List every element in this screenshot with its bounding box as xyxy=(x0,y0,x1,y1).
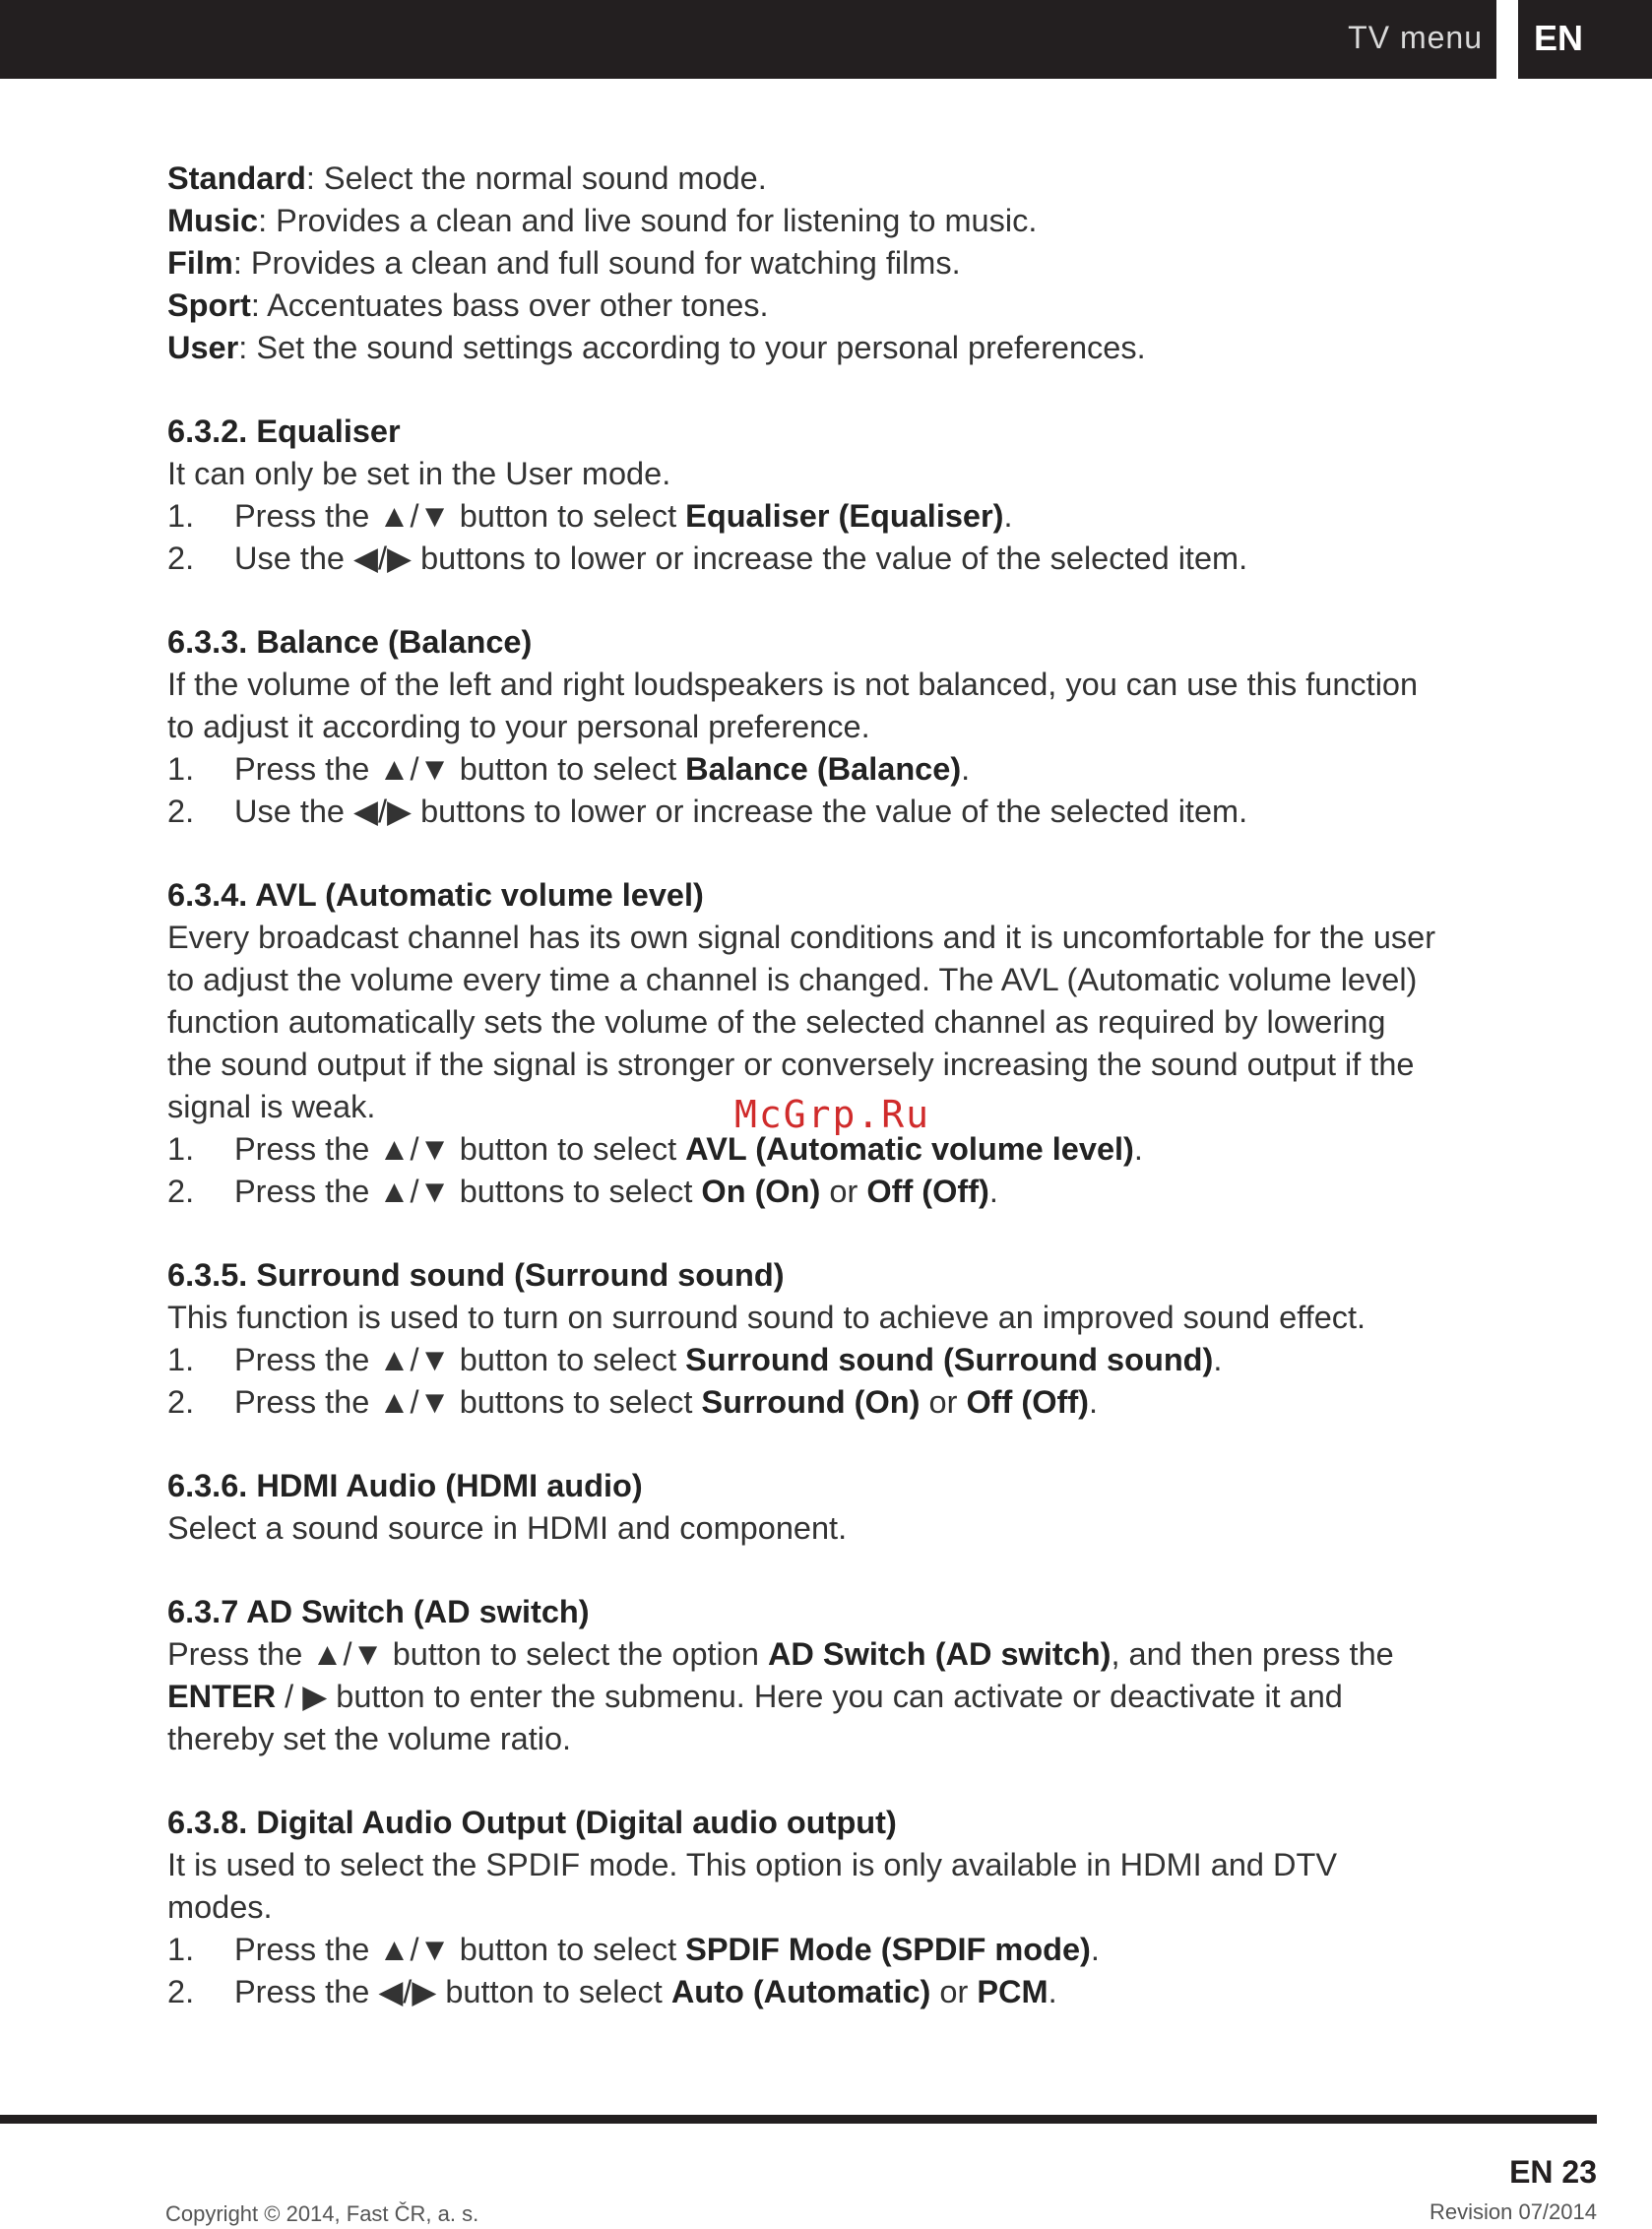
page-number: EN 23 xyxy=(1509,2154,1597,2190)
mode-desc: : Provides a clean and full sound for watching films. xyxy=(232,245,961,281)
item-text-mid: or xyxy=(820,1174,867,1209)
item-text: Press the ▲/▼ button to select xyxy=(234,498,686,534)
sound-modes-list xyxy=(167,158,1487,369)
text: Press the ▲/▼ button to select the option xyxy=(167,1636,768,1672)
text-end: / ▶ button to enter the submenu. Here you can activate or deactivate it and xyxy=(276,1679,1343,1714)
page-content xyxy=(167,158,1487,2013)
item-number: 1. xyxy=(167,498,195,534)
section-heading: 6.3.4. AVL (Automatic volume level) xyxy=(167,877,704,913)
list-item xyxy=(167,495,1487,538)
item-number: 2. xyxy=(167,1174,195,1209)
list-item xyxy=(167,538,1487,580)
paragraph-line: to adjust it according to your personal preference. xyxy=(167,709,870,744)
section-hdmi-audio xyxy=(167,1465,1487,1550)
item-number: 2. xyxy=(167,1974,195,2009)
item-emphasis: Balance (Balance) xyxy=(685,751,962,787)
item-text-end: . xyxy=(1048,1974,1057,2009)
paragraph-line: function automatically sets the volume of the selected channel as required by lowering xyxy=(167,1004,1386,1040)
item-emphasis: Off (Off) xyxy=(966,1384,1089,1420)
mode-film xyxy=(167,242,1487,285)
mode-user xyxy=(167,327,1487,369)
mode-desc: : Set the sound settings according to your personal preferences. xyxy=(238,330,1146,365)
item-text-end: . xyxy=(1213,1342,1223,1377)
item-text: Press the ▲/▼ buttons to select xyxy=(234,1174,702,1209)
language-tab xyxy=(1518,0,1652,79)
paragraph-line: thereby set the volume ratio. xyxy=(167,1721,572,1756)
section-ad-switch xyxy=(167,1591,1487,1760)
copyright-notice: Copyright © 2014, Fast ČR, a. s. xyxy=(165,2201,479,2226)
section-heading: 6.3.8. Digital Audio Output (Digital audio output) xyxy=(167,1805,897,1840)
mode-sport xyxy=(167,285,1487,327)
section-heading: 6.3.2. Equaliser xyxy=(167,414,401,449)
section-heading: 6.3.3. Balance (Balance) xyxy=(167,624,533,660)
item-number: 1. xyxy=(167,1342,195,1377)
emphasis: ENTER xyxy=(167,1679,277,1714)
item-text-mid: or xyxy=(930,1974,978,2009)
item-text-end: . xyxy=(1090,1932,1100,1967)
item-text-end: . xyxy=(988,1174,998,1209)
item-text-end: . xyxy=(1003,498,1013,534)
list-item xyxy=(167,791,1487,833)
mode-term: User xyxy=(167,330,239,365)
item-emphasis: AVL (Automatic volume level) xyxy=(685,1131,1134,1167)
item-number: 2. xyxy=(167,794,195,829)
footer-rule xyxy=(0,2115,1597,2124)
section-heading: 6.3.6. HDMI Audio (HDMI audio) xyxy=(167,1468,643,1503)
watermark: McGrp.Ru xyxy=(734,1093,931,1136)
list-item xyxy=(167,1339,1487,1381)
emphasis: AD Switch (AD switch) xyxy=(767,1636,1112,1672)
item-text: Press the ▲/▼ button to select xyxy=(234,1932,686,1967)
mode-standard xyxy=(167,158,1487,200)
item-text: Press the ▲/▼ button to select xyxy=(234,751,686,787)
mode-term: Film xyxy=(167,245,233,281)
mode-desc: : Select the normal sound mode. xyxy=(305,160,767,196)
item-text: Press the ▲/▼ button to select xyxy=(234,1342,686,1377)
item-emphasis: Auto (Automatic) xyxy=(670,1974,931,2009)
item-emphasis: On (On) xyxy=(701,1174,821,1209)
paragraph-line: signal is weak. xyxy=(167,1089,376,1124)
paragraph-line xyxy=(167,1633,1487,1676)
item-text-mid: or xyxy=(920,1384,967,1420)
item-number: 2. xyxy=(167,541,195,576)
list-item xyxy=(167,748,1487,791)
item-emphasis: Off (Off) xyxy=(866,1174,989,1209)
paragraph: Select a sound source in HDMI and component. xyxy=(167,1510,848,1546)
language-label: EN xyxy=(1534,18,1584,58)
paragraph: It can only be set in the User mode. xyxy=(167,456,671,491)
item-text: Press the ▲/▼ buttons to select xyxy=(234,1384,702,1420)
list-item xyxy=(167,1381,1487,1424)
section-heading: 6.3.5. Surround sound (Surround sound) xyxy=(167,1257,785,1293)
text-end: , and then press the xyxy=(1111,1636,1394,1672)
item-text: Use the ◀/▶ buttons to lower or increase the value of the selected item. xyxy=(234,794,1248,829)
item-text: Press the ◀/▶ button to select xyxy=(234,1974,671,2009)
paragraph-line: If the volume of the left and right loudspeakers is not balanced, you can use this function xyxy=(167,667,1419,702)
paragraph-line: modes. xyxy=(167,1889,273,1925)
list-item xyxy=(167,1971,1487,2013)
item-emphasis: Equaliser (Equaliser) xyxy=(685,498,1004,534)
item-text-end: . xyxy=(961,751,971,787)
paragraph-line: It is used to select the SPDIF mode. This option is only available in HDMI and DTV xyxy=(167,1847,1337,1882)
section-avl xyxy=(167,874,1487,1213)
mode-term: Sport xyxy=(167,287,251,323)
paragraph-line: the sound output if the signal is stronger or conversely increasing the sound output if the xyxy=(167,1047,1415,1082)
header-title: TV menu xyxy=(1348,20,1483,55)
section-digital-audio-output xyxy=(167,1802,1487,2013)
list-item xyxy=(167,1929,1487,1971)
item-number: 1. xyxy=(167,751,195,787)
paragraph-line: to adjust the volume every time a channel is changed. The AVL (Automatic volume level) xyxy=(167,962,1418,997)
item-emphasis: Surround sound (Surround sound) xyxy=(685,1342,1214,1377)
paragraph-line xyxy=(167,1676,1487,1718)
item-number: 1. xyxy=(167,1131,195,1167)
item-text-end: . xyxy=(1133,1131,1143,1167)
section-equaliser xyxy=(167,411,1487,580)
item-text: Press the ▲/▼ button to select xyxy=(234,1131,686,1167)
item-text-end: . xyxy=(1088,1384,1098,1420)
mode-desc: : Accentuates bass over other tones. xyxy=(250,287,769,323)
item-emphasis: PCM xyxy=(977,1974,1048,2009)
section-heading: 6.3.7 AD Switch (AD switch) xyxy=(167,1594,590,1629)
mode-term: Music xyxy=(167,203,259,238)
revision-label: Revision 07/2014 xyxy=(1429,2199,1597,2224)
paragraph: This function is used to turn on surround sound to achieve an improved sound effect. xyxy=(167,1300,1366,1335)
mode-music xyxy=(167,200,1487,242)
item-number: 1. xyxy=(167,1932,195,1967)
section-balance xyxy=(167,621,1487,833)
section-surround xyxy=(167,1254,1487,1424)
item-number: 2. xyxy=(167,1384,195,1420)
mode-desc: : Provides a clean and live sound for listening to music. xyxy=(258,203,1038,238)
header-bar xyxy=(0,0,1496,79)
item-emphasis: Surround (On) xyxy=(701,1384,921,1420)
mode-term: Standard xyxy=(167,160,306,196)
paragraph-line: Every broadcast channel has its own signal conditions and it is uncomfortable for the user xyxy=(167,920,1436,955)
item-text: Use the ◀/▶ buttons to lower or increase the value of the selected item. xyxy=(234,541,1248,576)
list-item xyxy=(167,1171,1487,1213)
item-emphasis: SPDIF Mode (SPDIF mode) xyxy=(685,1932,1091,1967)
